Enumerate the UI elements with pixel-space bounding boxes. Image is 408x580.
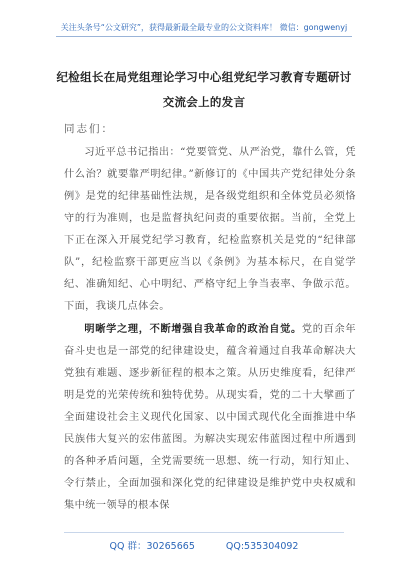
- footer-contact: [0, 538, 408, 552]
- document-title-line-2: 交流会上的发言: [162, 95, 246, 109]
- body-paragraph-1: 习近平总书记指出：“党要管党、从严治党，靠什么管，凭什么治？就要靠严明纪律。”新修订的《中国共产党纪律处分条例》是党的纪律基础性法规，是各级党组织和全体党员必须恪守的行为准则，也是监督执纪问责的重要依据。当前，全党上下正在深入开展党纪学习教育，纪检监察机关是党的“纪律部队”，纪检监察干部更应当以《条例》为基本标尺，在自觉学纪、准确知纪、心中明纪、严格守纪上争当表率、争做示范。下面，我谈几点体会。: [64, 147, 356, 312]
- footer-qq-group: QQ 群：30265665: [109, 541, 195, 552]
- document-title-line-1: 纪检组长在局党组理论学习中心组党纪学习教育专题研讨: [56, 70, 352, 84]
- paragraph-2-text: 党的百余年奋斗史也是一部党的纪律建设史，蕴含着通过自我革命解决大党独有难题、逐步新征程的根本之策。从历史维度看，纪律严明是党的光荣传统和独特优势。从现实看，党的二十大擘画了全面建设社会主义现代化国家、以中国式现代化全面推进中华民族伟大复兴的宏伟蓝图。为解决实现宏伟蓝图过程中所遇到的各种矛盾问题，全党需要统一思想、统一行动，知行知止、令行禁止，全面加强和深化党的纪律建设是维护党中央权威和集中统一领导的根本保: [64, 324, 357, 511]
- footer-divider: [64, 532, 344, 533]
- paragraph-heading: 明晰学之理，不断增强自我革命的政治自觉。: [84, 323, 302, 335]
- greeting: 同志们：: [64, 123, 114, 135]
- page-footer: [0, 538, 408, 558]
- header-banner: 关注头条号“公文研究”，获得最新最全最专业的公文资料库！ 微信：gongwenyj: [60, 23, 348, 32]
- page-header: [0, 0, 408, 46]
- header-divider: [56, 36, 352, 37]
- footer-qq: QQ:535304092: [225, 541, 299, 552]
- body-paragraph-2: [64, 318, 356, 517]
